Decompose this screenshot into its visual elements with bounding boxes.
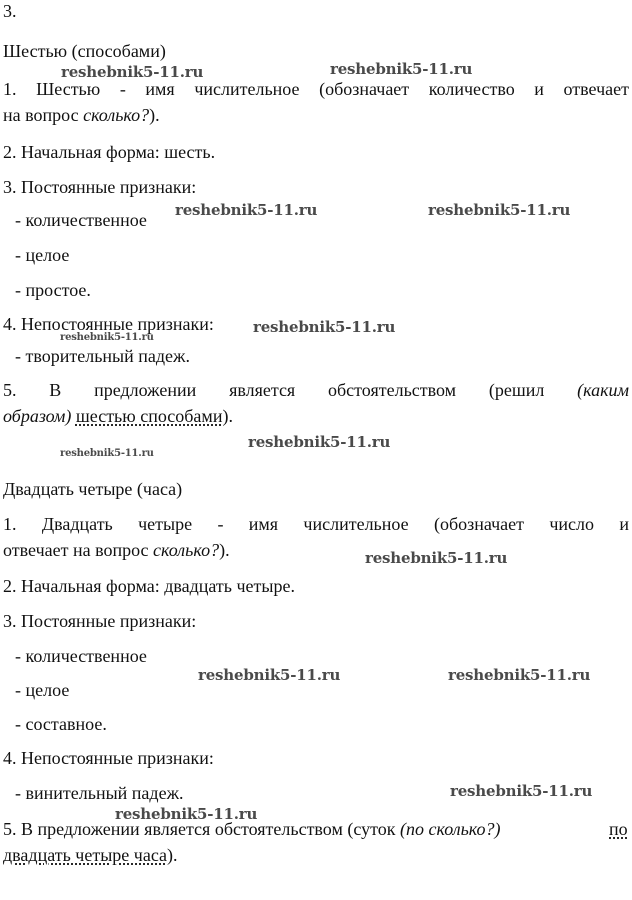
question-italic: (по сколько?) bbox=[399, 819, 501, 839]
watermark: reshebnik5-11.ru bbox=[253, 318, 396, 336]
section1-point5-line2 bbox=[3, 405, 233, 427]
watermark: reshebnik5-11.ru bbox=[61, 63, 204, 81]
text-span: отвечает на вопрос bbox=[3, 540, 154, 560]
watermark: reshebnik5-11.ru bbox=[60, 332, 154, 343]
watermark: reshebnik5-11.ru bbox=[60, 448, 154, 459]
section2-point1-line2 bbox=[3, 539, 230, 561]
text-span: 5. В предложении является обстоятельством (суток bbox=[3, 819, 400, 839]
underlined-phrase: по bbox=[609, 819, 628, 839]
section2-point2: 2. Начальная форма: двадцать четыре. bbox=[3, 576, 295, 596]
section1-point3-item2: - целое bbox=[15, 245, 70, 265]
question-italic: сколько? bbox=[153, 540, 220, 560]
section2-heading: Двадцать четыре (часа) bbox=[3, 479, 183, 499]
section2-point3-item2: - целое bbox=[15, 680, 70, 700]
section1-point5-line1 bbox=[3, 379, 629, 401]
section2-point3: 3. Постоянные признаки: bbox=[3, 611, 197, 631]
text-span: 5. В предложении является обстоятельством (решил bbox=[3, 380, 578, 400]
section1-point3-item1: - количественное bbox=[15, 210, 147, 230]
section1-heading: Шестью (способами) bbox=[3, 41, 166, 61]
watermark: reshebnik5-11.ru bbox=[198, 666, 341, 684]
task-number: 3. bbox=[3, 1, 17, 21]
watermark: reshebnik5-11.ru bbox=[175, 201, 318, 219]
watermark: reshebnik5-11.ru bbox=[115, 805, 258, 823]
section2-point4-item1: - винительный падеж. bbox=[15, 783, 184, 803]
underlined-phrase: двадцать четыре часа bbox=[3, 845, 168, 865]
section1-point1-line1: 1. Шестью - имя числительное (обозначает количество и отвечает bbox=[3, 79, 629, 99]
question-italic: образом) bbox=[3, 406, 72, 426]
watermark: reshebnik5-11.ru bbox=[428, 201, 571, 219]
section2-point5-line2 bbox=[3, 844, 178, 866]
watermark: reshebnik5-11.ru bbox=[248, 433, 391, 451]
text-span: на вопрос bbox=[3, 105, 84, 125]
section2-point5-line1-end bbox=[609, 818, 628, 840]
section1-point2: 2. Начальная форма: шесть. bbox=[3, 142, 216, 162]
text-span: ). bbox=[219, 540, 230, 560]
section1-point4: 4. Непостоянные признаки: bbox=[3, 314, 214, 334]
watermark: reshebnik5-11.ru bbox=[450, 782, 593, 800]
section2-point1-line1: 1. Двадцать четыре - имя числительное (обозначает число и bbox=[3, 514, 629, 534]
section1-point1-line2 bbox=[3, 104, 160, 126]
section1-point3: 3. Постоянные признаки: bbox=[3, 177, 197, 197]
question-italic: сколько? bbox=[83, 105, 150, 125]
section2-point3-item1: - количественное bbox=[15, 646, 147, 666]
watermark: reshebnik5-11.ru bbox=[365, 549, 508, 567]
text-span: ). bbox=[167, 845, 178, 865]
text-span: ). bbox=[222, 406, 233, 426]
section2-point4: 4. Непостоянные признаки: bbox=[3, 748, 214, 768]
question-italic: (каким bbox=[577, 380, 629, 400]
watermark: reshebnik5-11.ru bbox=[330, 60, 473, 78]
text-span: ). bbox=[149, 105, 160, 125]
section2-point3-item3: - составное. bbox=[15, 714, 107, 734]
watermark: reshebnik5-11.ru bbox=[448, 666, 591, 684]
underlined-phrase: шестью способами bbox=[75, 406, 223, 426]
section1-point4-item1: - творительный падеж. bbox=[15, 346, 190, 366]
section1-point3-item3: - простое. bbox=[15, 280, 91, 300]
